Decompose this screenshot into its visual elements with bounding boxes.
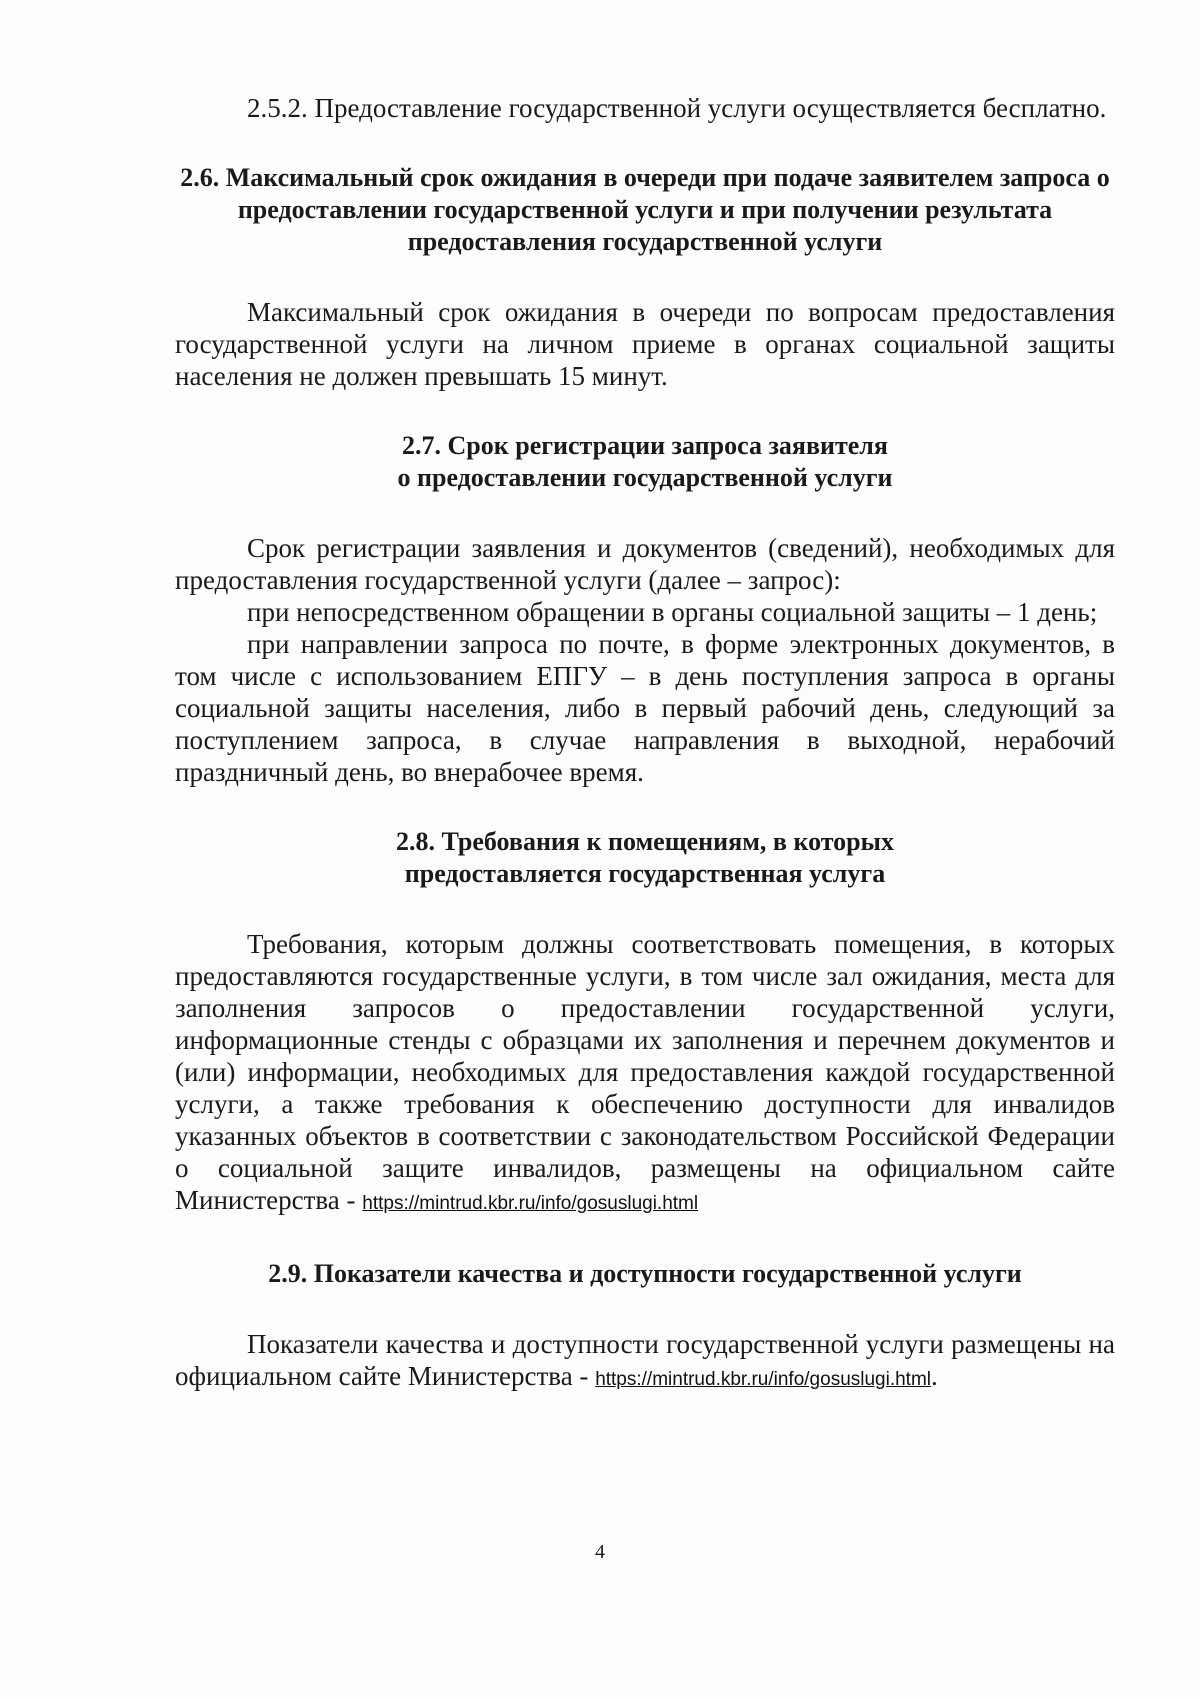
ministry-link-2-8[interactable]: https://mintrud.kbr.ru/info/gosuslugi.html xyxy=(362,1193,699,1214)
heading-2-7 xyxy=(175,430,1115,494)
ministry-link-2-9[interactable]: https://mintrud.kbr.ru/info/gosuslugi.html xyxy=(595,1369,932,1390)
paragraph-2-9-end: . xyxy=(931,1361,938,1391)
heading-2-8-line-1: 2.8. Требования к помещениям, в которых xyxy=(396,827,894,856)
paragraph-2-6: Максимальный срок ожидания в очереди по вопросам предоставления государственной услуги на личном приеме в органах социальной защиты населения не должен превышать 15 минут. xyxy=(175,297,1115,391)
heading-2-9: 2.9. Показатели качества и доступности государственной услуги xyxy=(268,1259,1022,1288)
paragraph-2-7-b: при непосредственном обращении в органы социальной защиты – 1 день; xyxy=(247,597,1098,627)
page-number: 4 xyxy=(595,1541,605,1563)
paragraph-2-5-2: 2.5.2. Предоставление государственной услуги осуществляется бесплатно. xyxy=(247,93,1107,123)
paragraph-2-7-c: при направлении запроса по почте, в форме электронных документов, в том числе с использованием ЕПГУ – в день поступления запроса в органы социальной защиты населения, либо в первый рабочий день, следующий за поступлением запроса, в случае направления в выходной, нерабочий праздничный день, во внерабочее время. xyxy=(175,629,1115,787)
paragraph-2-8-text: Требования, которым должны соответствовать помещения, в которых предоставляются государственные услуги, в том числе зал ожидания, места для заполнения запросов о предоставлении государственной услуги, информационные стенды с образцами их заполнения и перечнем документов и (или) информации, необходимых для предоставления каждой государственной услуги, а также требования к обеспечению доступности для инвалидов указанных объектов в соответствии с законодательством Российской Федерации о социальной защите инвалидов, размещены на официальном сайте Министерства - xyxy=(175,929,1115,1215)
heading-2-8 xyxy=(175,826,1115,890)
heading-2-7-line-2: о предоставлении государственной услуги xyxy=(397,463,893,492)
heading-2-7-line-1: 2.7. Срок регистрации запроса заявителя xyxy=(402,431,888,460)
heading-2-6: 2.6. Максимальный срок ожидания в очереди при подаче заявителем запроса о предоставлении государственной услуги и при получении результата предоставления государственной услуги xyxy=(180,163,1110,256)
paragraph-2-8 xyxy=(175,928,1115,1220)
paragraph-2-9 xyxy=(175,1328,1115,1396)
heading-2-8-line-2: предоставляется государственная услуга xyxy=(404,859,886,888)
document-body xyxy=(175,92,1115,1396)
paragraph-2-7-a: Срок регистрации заявления и документов (сведений), необходимых для предоставления государственной услуги (далее – запрос): xyxy=(175,533,1115,595)
paragraph-2-9-text: Показатели качества и доступности государственной услуги размещены на официальном сайте Министерства - xyxy=(175,1329,1115,1391)
